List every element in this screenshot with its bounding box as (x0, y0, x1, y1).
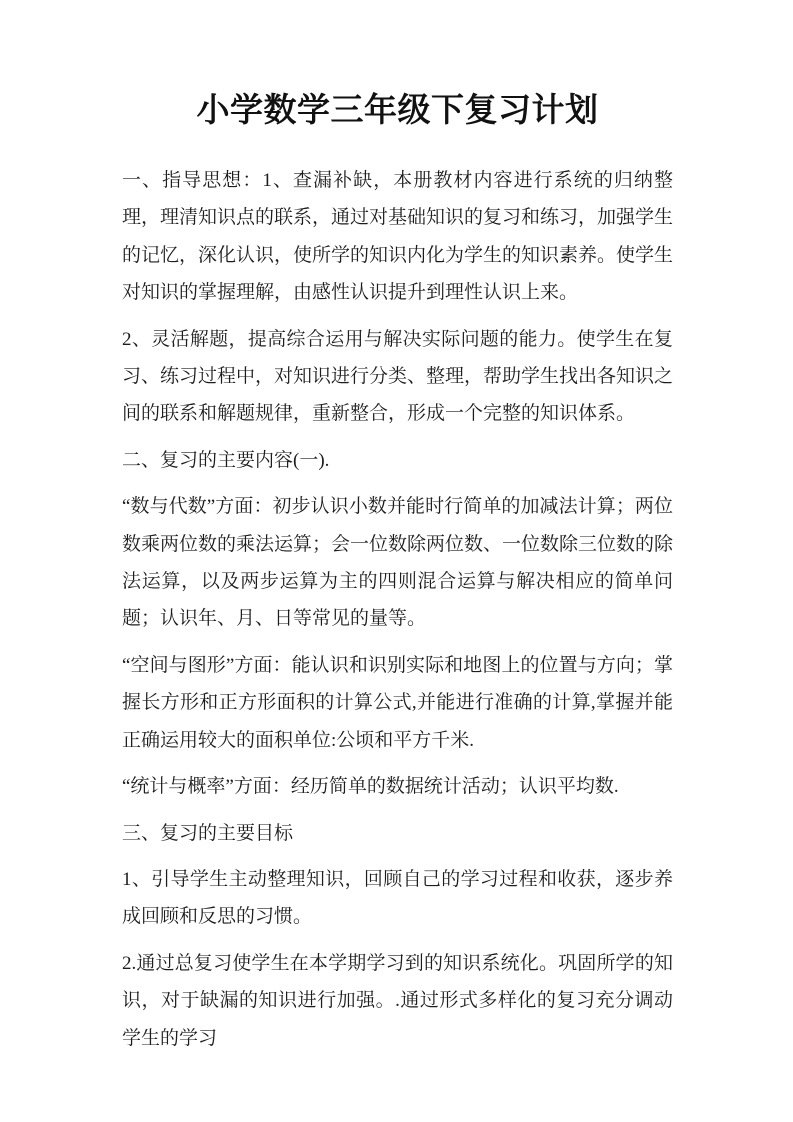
heading-review-main-goals: 三、复习的主要目标 (122, 822, 294, 844)
paragraph-goal-1: 1、引导学生主动整理知识，回顾自己的学习过程和收获，逐步养成回顾和反思的习惯。 (122, 868, 673, 928)
document-title: 小学数学三年级下复习计划 (196, 93, 599, 129)
paragraph-flexible-problem-solving: 2、灵活解题，提高综合运用与解决实际问题的能力。使学生在复习、练习过程中，对知识进行分类、整理，帮助学生找出各知识之间的联系和解题规律，重新整合，形成一个完整的知识体系。 (122, 328, 674, 425)
paragraph-space-and-shapes: “空间与图形”方面：能认识和识别实际和地图上的位置与方向；掌握长方形和正方形面积的计算公式,并能进行准确的计算,掌握并能正确运用较大的面积单位:公顷和平方千米. (122, 654, 673, 751)
paragraph-statistics-and-probability: “统计与概率”方面：经历简单的数据统计活动；认识平均数. (122, 776, 619, 798)
paragraph-guiding-ideology: 一、指导思想：1、查漏补缺，本册教材内容进行系统的归纳整理，理清知识点的联系，通过对基础知识的复习和练习，加强学生的记忆，深化认识，使所学的知识内化为学生的知识素养。使学生对知识的掌握理解，由感性认识提升到理性认识上来。 (122, 170, 674, 304)
paragraph-goal-2: 2.通过总复习使学生在本学期学习到的知识系统化。巩固所学的知识，对于缺漏的知识进行加强。.通过形式多样化的复习充分调动学生的学习 (122, 952, 673, 1049)
heading-review-main-content: 二、复习的主要内容(一). (122, 449, 330, 471)
document-body (122, 162, 673, 1057)
paragraph-number-and-algebra: “数与代数”方面：初步认识小数并能时行简单的加减法计算；两位数乘两位数的乘法运算；会一位数除两位数、一位数除三位数的除法运算，以及两步运算为主的四则混合运算与解决相应的简单问题；认识年、月、日等常见的量等。 (122, 496, 674, 630)
